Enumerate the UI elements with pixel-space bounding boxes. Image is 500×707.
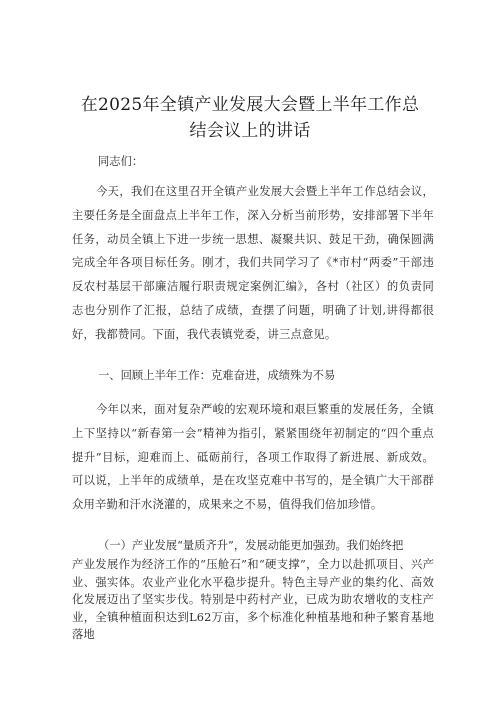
- salutation: 同志们：: [98, 155, 144, 168]
- paragraph-review: 今年以来，面对复杂严峻的宏观环境和艰巨繁重的发展任务，全镇上下坚持以“新春第一会”精神为指引，紧紧围绕年初制定的“四个重点提升”目标，迎难而上、砥砺前行，各项工作取得了新进展、新成效。可以说，上半年的成绩单，是在攻坚克难中书写的，是全镇广大干部群众用辛勤和汗水浇灌的，成果来之不易，值得我们倍加珍惜。: [72, 403, 434, 512]
- paragraph-intro: 今天，我们在这里召开全镇产业发展大会暨上半年工作总结会议，主要任务是全面盘点上半年工作，深入分析当前形势，安排部署下半年任务，动员全镇上下进一步统一思想、凝聚共识、鼓足干劲，确保圆满完成全年各项目标任务。刚才，我们共同学习了《*市村“两委”干部违反农村基层干部廉洁履行职责规定案例汇编》，各村（社区）的负责同志也分别作了汇报，总结了成绩，查摆了问题，明确了计划,讲得都很好，我都赞同。下面，我代表镇党委，讲三点意见。: [72, 185, 434, 341]
- paragraph-industry: 产业发展作为经济工作的“压舱石”和“硬支撑”，全力以赴抓项目、兴产业、强实体。农业产业化水平稳步提升。特色主导产业的集约化、高效化发展迈出了坚实步伐。特别是中药村产业，已成为助农增收的支柱产业，全镇种植面积达到L62万亩，多个标准化种植基地和种子繁育基地落地: [72, 558, 434, 641]
- subsection-heading-1: （一）产业发展“量质齐升”，发展动能更加强劲。我们始终把: [98, 539, 404, 552]
- document-title-line-1: 在2025年全镇产业发展大会暨上半年工作总: [80, 95, 420, 115]
- document-title-line-2: 结会议上的讲话: [189, 121, 311, 141]
- section-heading-1: 一、回顾上半年工作：克难奋进，成绩殊为不易: [98, 369, 336, 382]
